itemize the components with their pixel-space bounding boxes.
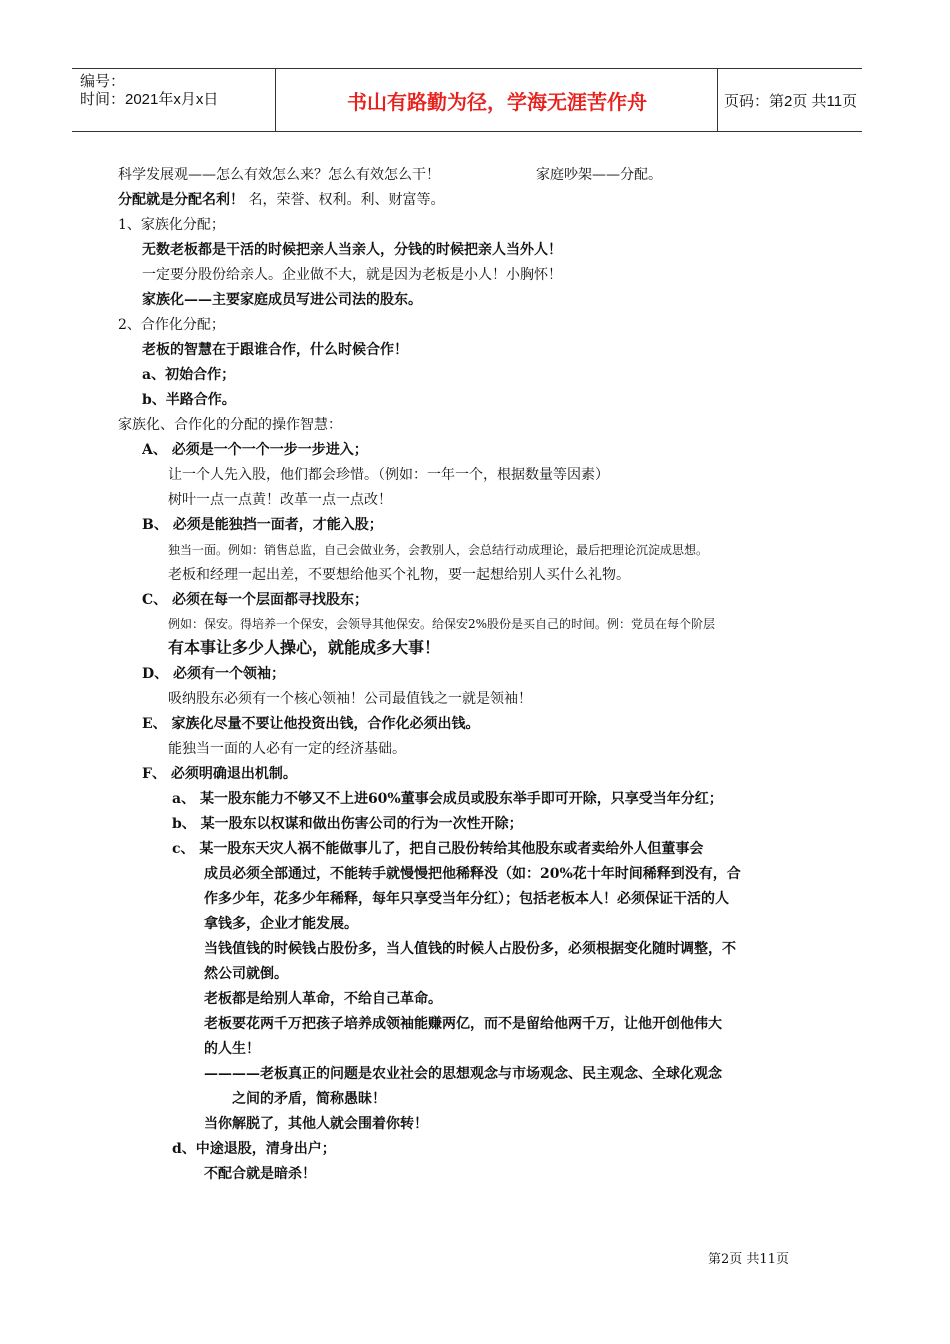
text-line: 无数老板都是干活的时候把亲人当亲人，分钱的时候把亲人当外人！ (142, 242, 562, 258)
section-heading: 家族化、合作化的分配的操作智慧： (118, 417, 342, 433)
text-line: 例如：保安。得培养一个保安，会领导其他保安。给保安2%股份是买自己的时间。例：党员在每个阶层 (168, 617, 716, 631)
text-line: 吸纳股东必须有一个核心领袖！公司最值钱之一就是领袖！ (168, 691, 532, 707)
doc-number-label: 编号： (80, 73, 126, 90)
list-item: C、 必须在每一个层面都寻找股东； (142, 592, 369, 608)
text-line: 作多少年，花多少年稀释，每年只享受当年分红）；包括老板本人！必须保证干活的人 (204, 891, 729, 907)
text-line: 成员必须全部通过，不能转手就慢慢把他稀释没（如：20%花十年时间稀释到没有，合 (204, 866, 741, 882)
list-item: a、初始合作； (142, 367, 236, 383)
list-item: D、 必须有一个领袖； (142, 666, 286, 682)
list-item: E、 家族化尽量不要让他投资出钱，合作化必须出钱。 (142, 716, 480, 732)
header-page-number: 页码：第2页 共11页 (724, 92, 858, 110)
text-line: 之间的矛盾，简称愚昧！ (232, 1091, 386, 1107)
header-meta (80, 69, 275, 131)
text-line: 独当一面。例如：销售总监，自己会做业务，会教别人，会总结行动成理论，最后把理论沉淀成思想。 (168, 543, 709, 557)
text-line: 让一个人先入股，他们都会珍惜。（例如：一年一个，根据数量等因素） (168, 467, 609, 483)
text-line: 树叶一点一点黄！改革一点一点改！ (168, 492, 392, 508)
page-footer-number: 第2页 共11页 (708, 1252, 789, 1267)
text-line: 家庭吵架——分配。 (536, 167, 662, 183)
text-line: 能独当一面的人必有一定的经济基础。 (168, 741, 406, 757)
list-item: b、半路合作。 (142, 392, 236, 408)
text-line: 当你解脱了，其他人就会围着你转！ (204, 1116, 428, 1132)
text-line: 老板和经理一起出差，不要想给他买个礼物，要一起想给别人买什么礼物。 (168, 567, 630, 583)
text-line: 当钱值钱的时候钱占股份多，当人值钱的时候人占股份多，必须根据变化随时调整，不 (204, 941, 736, 957)
text-bold: 分配就是分配名利！ (118, 192, 244, 208)
list-item: B、 必须是能独挡一面者，才能入股； (142, 517, 383, 533)
header-divider (275, 69, 276, 131)
text-line: 老板要花两千万把孩子培养成领袖能赚两亿，而不是留给他两千万，让他开创他伟大 (204, 1016, 722, 1032)
text-line: 一定要分股份给亲人。企业做不大，就是因为老板是小人！小胸怀！ (142, 267, 562, 283)
sub-list-item: d、中途退股，清身出户； (172, 1141, 336, 1157)
sub-list-item: c、 某一股东天灾人祸不能做事儿了，把自己股份转给其他股东或者卖给外人但董事会 (172, 841, 704, 857)
list-item: A、 必须是一个一个一步一步进入； (142, 442, 368, 458)
text-line: 然公司就倒。 (204, 966, 288, 982)
text-line: 不配合就是暗杀！ (204, 1166, 316, 1182)
header-motto: 书山有路勤为径，学海无涯苦作舟 (347, 89, 647, 114)
text-normal: 名，荣誉、权利。利、财富等。 (248, 192, 445, 208)
page-header (72, 68, 862, 132)
sub-list-item: a、 某一股东能力不够又不上进60%董事会成员或股东举手即可开除，只享受当年分红； (172, 791, 723, 807)
text-line: 老板都是给别人革命，不给自己革命。 (204, 991, 442, 1007)
text-line: ————老板真正的问题是农业社会的思想观念与市场观念、民主观念、全球化观念 (204, 1066, 722, 1082)
section-heading: 1、家族化分配； (118, 217, 225, 233)
doc-time-label: 时间：2021年x月x日 (80, 91, 219, 108)
list-item: F、 必须明确退出机制。 (142, 766, 297, 782)
text-line: 科学发展观——怎么有效怎么来？怎么有效怎么干！ (118, 167, 440, 183)
emphasis-line: 有本事让多少人操心，就能成多大事！ (168, 638, 441, 657)
sub-list-item: b、 某一股东以权谋和做出伤害公司的行为一次性开除； (172, 816, 523, 832)
text-line (118, 190, 444, 210)
section-heading: 2、合作化分配； (118, 317, 225, 333)
text-line: 家族化——主要家庭成员写进公司法的股东。 (142, 292, 422, 308)
header-divider (717, 69, 718, 131)
text-line: 老板的智慧在于跟谁合作，什么时候合作！ (142, 342, 408, 358)
text-line: 的人生！ (204, 1041, 260, 1057)
text-line: 拿钱多，企业才能发展。 (204, 916, 358, 932)
